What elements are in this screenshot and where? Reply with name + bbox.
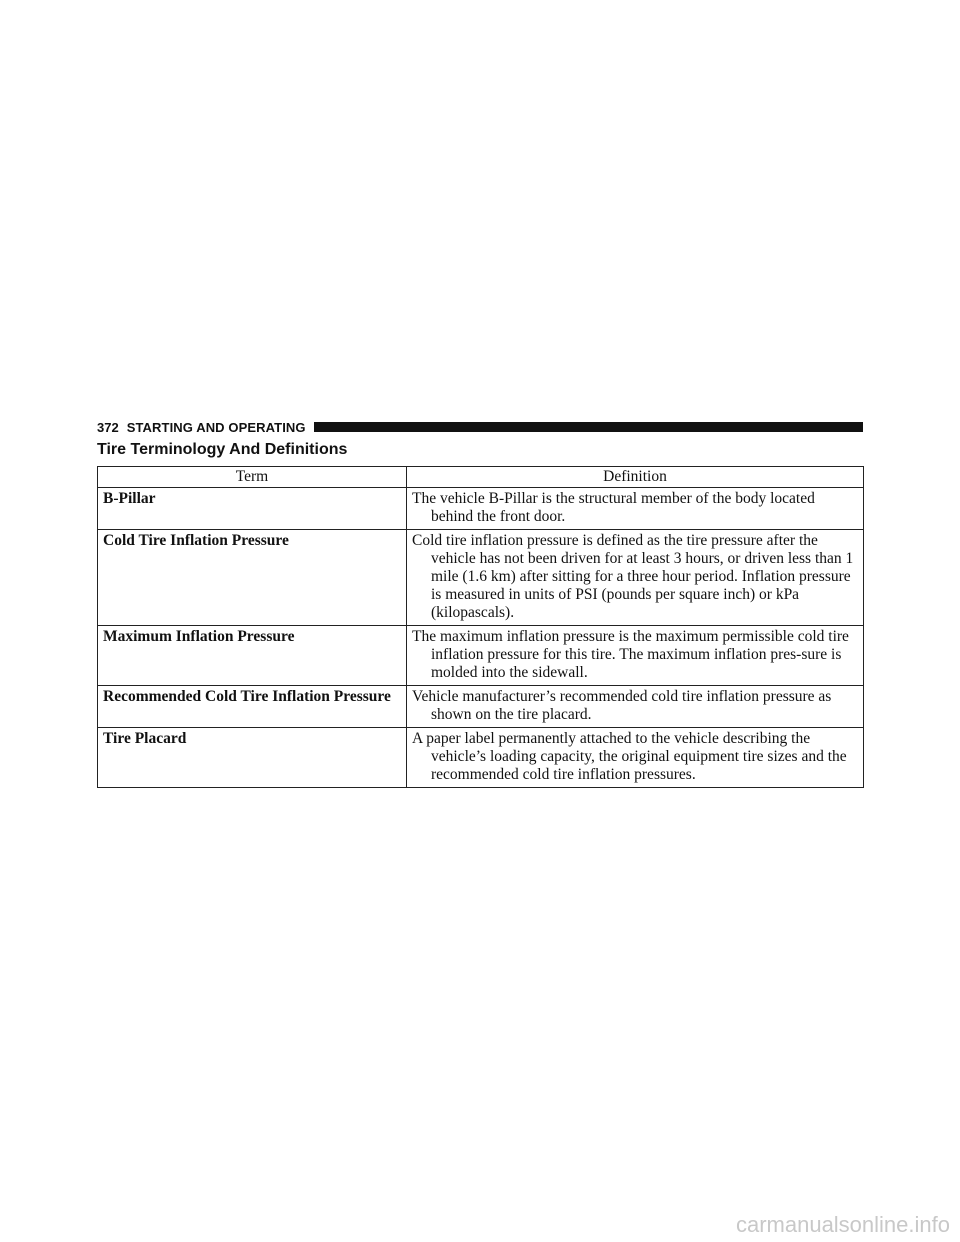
definition-cell: A paper label permanently attached to the vehicle describing the vehicle’s loading capacity, the original equipment tire sizes and the recommended cold tire inflation pressures.: [407, 728, 864, 788]
table-row: [98, 626, 864, 686]
table-row: [98, 488, 864, 530]
definition-cell: Vehicle manufacturer’s recommended cold tire inflation pressure as shown on the tire placard.: [407, 686, 864, 728]
definition-cell: The maximum inflation pressure is the maximum permissible cold tire inflation pressure for this tire. The maximum inflation pres-sure is molded into the sidewall.: [407, 626, 864, 686]
watermark: carmanualsonline.info: [735, 1212, 950, 1237]
column-header-definition: Definition: [407, 467, 864, 488]
term-cell: Maximum Inflation Pressure: [98, 626, 407, 686]
header-rule: [314, 422, 863, 432]
term-cell: Tire Placard: [98, 728, 407, 788]
terminology-table: [97, 466, 864, 788]
column-header-term: Term: [98, 467, 407, 488]
term-cell: Recommended Cold Tire Inflation Pressure: [98, 686, 407, 728]
page-number: 372: [97, 419, 119, 435]
table-row: [98, 728, 864, 788]
page-title: Tire Terminology And Definitions: [97, 441, 348, 458]
term-cell: B-Pillar: [98, 488, 407, 530]
table-header-row: [98, 467, 864, 488]
term-cell: Cold Tire Inflation Pressure: [98, 530, 407, 626]
table-row: [98, 530, 864, 626]
table-row: [98, 686, 864, 728]
definition-cell: Cold tire inflation pressure is defined as the tire pressure after the vehicle has not been driven for at least 3 hours, or driven less than 1 mile (1.6 km) after sitting for a three hour period. Inflation pressure is measured in units of PSI (pounds per square inch) or kPa (kilopascals).: [407, 530, 864, 626]
page-header: [97, 418, 863, 436]
definition-cell: The vehicle B-Pillar is the structural member of the body located behind the front door.: [407, 488, 864, 530]
section-name: STARTING AND OPERATING: [126, 419, 306, 435]
